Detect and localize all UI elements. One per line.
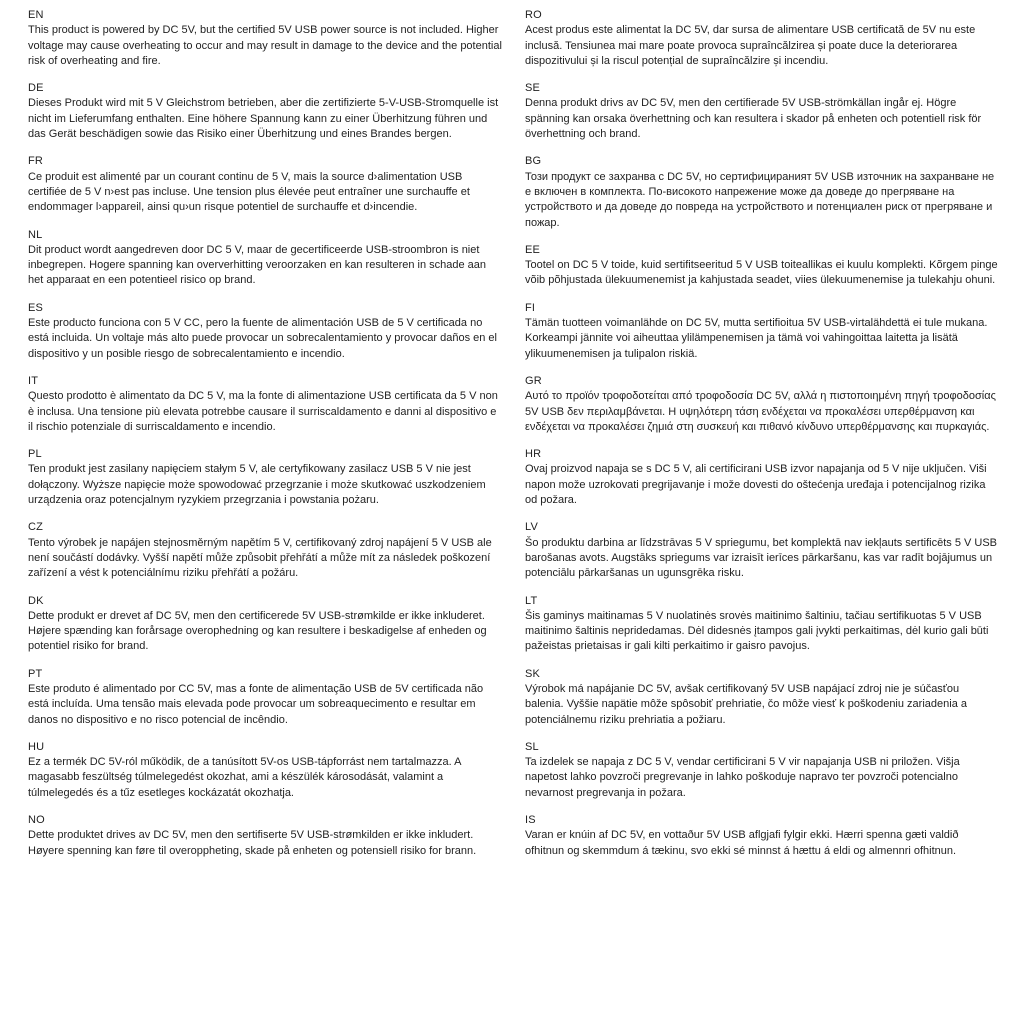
language-code-label: EE [525, 243, 541, 256]
warning-text: Denna produkt drivs av DC 5V, men den certifierade 5V USB-strömkällan ingår ej. Högre spänning kan orsaka överhettning och kan resultera i skador på enheten och potentiell risk för överhettning och brand. [525, 97, 982, 141]
warning-text: Този продукт се захранва с DC 5V, но сертифицираният 5V USB източник на захранване не е включен в комплекта. По-високото напрежение може да доведе до прегряване на устройството и да доведе до повреда на устройството и потенциален риск от прегряване и пожар. [525, 170, 995, 229]
warning-text: Šo produktu darbina ar līdzstrāvas 5 V spriegumu, bet komplektā nav iekļauts sertificēts 5 V USB barošanas avots. Augstāks spriegums var izraisīt ierīces pārkaršanu, kas var radīt bojājumus un potenciālu pārkaršanas un ugunsgrēka risku. [525, 536, 998, 580]
language-section-en [28, 8, 503, 69]
warning-text: Dette produktet drives av DC 5V, men den sertifiserte 5V USB-strømkilden er ikke inkludert. Høyere spenning kan føre til overoppheting, skade på enheten og potensiell risiko for brann. [28, 829, 477, 857]
language-code-label: BG [525, 155, 542, 168]
language-section-ee [525, 243, 1000, 289]
warning-text: Questo prodotto è alimentato da DC 5 V, ma la fonte di alimentazione USB certificata da 5 V non è inclusa. Una tensione più elevata potrebbe causare il surriscaldamento e danni al dispositivo e il rischio potenziale di surriscaldamento e incendio. [28, 390, 498, 433]
warning-text: Tento výrobek je napájen stejnosměrným napětím 5 V, certifikovaný zdroj napájení 5 V USB ale není součástí dodávky. Vyšší napětí může způsobit přehřátí a může mít za následek poškození zařízení a vést k potenciálnímu riziku přehřátí a požáru. [28, 536, 492, 580]
language-code-label: LT [525, 594, 538, 607]
language-section-pl [28, 447, 503, 508]
language-section-fi [525, 301, 1000, 362]
language-code-label: RO [525, 9, 542, 21]
right-column [525, 8, 1000, 1018]
warning-text: Šis gaminys maitinamas 5 V nuolatinės srovės maitinimo šaltiniu, tačiau sertifikuotas 5 V USB maitinimo šaltinis nepridedamas. Dėl didesnės įtampos gali įvykti perkaitimas, dėl kurio gali būti pažeistas prietaisas ir gali kilti perkaitimo ir gaisro pavojus. [525, 609, 989, 653]
warning-text: Tämän tuotteen voimanlähde on DC 5V, mutta sertifioitua 5V USB-virtalähdettä ei tule mukana. Korkeampi jännite voi aiheuttaa ylilämpenemisen ja tämä voi vahingoittaa laitetta ja lisätä ylikuumenemisen ja tulipalon riskiä. [525, 317, 988, 360]
warning-text: Ten produkt jest zasilany napięciem stałym 5 V, ale certyfikowany zasilacz USB 5 V nie jest dołączony. Wyższe napięcie może spowodować przegrzanie i może skutkować uszkodzeniem urządzenia oraz potencjalnym ryzykiem przegrzania i powstania pożaru. [28, 463, 486, 507]
language-section-bg [525, 154, 1000, 230]
warning-text: Varan er knúin af DC 5V, en vottaður 5V USB aflgjafi fylgir ekki. Hærri spenna gæti valdið ofhitnun og skemmdum á tækinu, svo ekki sé minnst á hættu á eldi og almennri ofhitnun. [525, 829, 959, 857]
warning-text: Acest produs este alimentat la DC 5V, dar sursa de alimentare USB certificată de 5V nu este inclusă. Tensiunea mai mare poate provoca supraîncălzirea și poate duce la deteriorarea dispozitivului și la riscul potențial de supraîncălzire și incendiu. [525, 24, 976, 67]
language-section-it [28, 374, 503, 435]
language-section-hu [28, 740, 503, 801]
language-code-label: SL [525, 740, 539, 753]
language-section-de [28, 81, 503, 142]
language-section-lv [525, 520, 1000, 581]
language-section-es [28, 301, 503, 362]
language-code-label: LV [525, 521, 539, 534]
language-section-pt [28, 667, 503, 728]
language-code-label: HU [28, 740, 45, 753]
language-section-gr [525, 374, 1000, 435]
language-section-lt [525, 594, 1000, 655]
language-section-cz [28, 520, 503, 581]
warning-text: Αυτό το προϊόν τροφοδοτείται από τροφοδοσία DC 5V, αλλά η πιστοποιημένη πηγή τροφοδοσίας 5V USB δεν περιλαμβάνεται. Η υψηλότερη τάση ενδέχεται να προκαλέσει υπερθέρμανση και ενδέχεται να προκαλέσει ζημιά στη συσκευή και πιθανό κίνδυνο υπερθέρμανσης και πυρκαγιάς. [525, 390, 996, 433]
language-section-hr [525, 447, 1000, 508]
language-code-label: FR [28, 155, 44, 168]
language-code-label: HR [525, 448, 542, 461]
language-code-label: NL [28, 228, 43, 241]
language-code-label: EN [28, 9, 44, 21]
language-section-nl [28, 228, 503, 289]
language-code-label: GR [525, 374, 542, 387]
language-section-fr [28, 154, 503, 215]
language-code-label: DE [28, 82, 44, 95]
language-section-no [28, 813, 503, 859]
language-code-label: IT [28, 374, 39, 387]
language-code-label: FI [525, 301, 536, 314]
warning-text: Dieses Produkt wird mit 5 V Gleichstrom betrieben, aber die zertifizierte 5-V-USB-Stromquelle ist nicht im Lieferumfang enthalten. Eine höhere Spannung kann zu einer Überhitzung führen und das Gerät beschädigen sowie das Risiko einer Überhitzung und eines Brandes bergen. [28, 97, 499, 141]
language-code-label: IS [525, 814, 536, 827]
warning-text: Tootel on DC 5 V toide, kuid sertifitseeritud 5 V USB toiteallikas ei kuulu komplekti. Kõrgem pinge võib põhjustada ülekuumenemist ja kahjustada seadet, viies ülekuumenemise ja tulekahju ohuni. [525, 259, 998, 287]
warning-text: Ce produit est alimenté par un courant continu de 5 V, mais la source d›alimentation USB certifiée de 5 V n›est pas incluse. Une tension plus élevée peut entraîner une surchauffe et endommager l›appareil, ainsi qu›un risque potentiel de surchauffe et d›incendie. [28, 170, 470, 214]
language-code-label: CZ [28, 521, 44, 534]
warning-text: Dette produkt er drevet af DC 5V, men den certificerede 5V USB-strømkilde er ikke inkluderet. Højere spænding kan forårsage overophedning og kan resultere i beskadigelse af enheden og potentiel risiko for brand. [28, 609, 487, 653]
warning-text: Este produto é alimentado por CC 5V, mas a fonte de alimentação USB de 5V certificada não está incluída. Uma tensão mais elevada pode provocar um sobreaquecimento e resultar em danos no dispositivo e no risco potencial de incêndio. [28, 682, 484, 726]
warning-text: Ovaj proizvod napaja se s DC 5 V, ali certificirani USB izvor napajanja od 5 V nije uključen. Viši napon može uzrokovati pregrijavanje i može dovesti do oštećenja uređaja i potencijalnog rizika od požara. [525, 463, 987, 507]
language-section-se [525, 81, 1000, 142]
language-section-sk [525, 667, 1000, 728]
warning-text: Ta izdelek se napaja z DC 5 V, vendar certificirani 5 V vir napajanja USB ni priložen. Višja napetost lahko povzroči pregrevanje in lahko poškoduje napravo ter povzroči potencialno nevarnost pregrevanja in požara. [525, 756, 960, 799]
language-code-label: SK [525, 667, 541, 680]
language-section-ro [525, 8, 1000, 69]
warning-text: Este producto funciona con 5 V CC, pero la fuente de alimentación USB de 5 V certificada no está incluida. Un voltaje más alto puede provocar un sobrecalentamiento y provocar daños en el dispositivo y un posible riesgo de sobrecalentamiento e incendio. [28, 317, 497, 360]
language-section-is [525, 813, 1000, 859]
language-code-label: PL [28, 448, 42, 461]
warning-text: Výrobok má napájanie DC 5V, avšak certifikovaný 5V USB napájací zdroj nie je súčasťou balenia. Vyššie napätie môže spôsobiť prehriatie, čo môže viesť k poškodeniu zariadenia a potenciálnemu riziku prehriatia a požiaru. [525, 682, 967, 726]
language-code-label: ES [28, 301, 44, 314]
warning-text: This product is powered by DC 5V, but the certified 5V USB power source is not included. Higher voltage may cause overheating to occur and may result in damage to the device and the potential risk of overheating and fire. [28, 24, 502, 67]
left-column [28, 8, 503, 1018]
language-code-label: PT [28, 667, 43, 680]
language-code-label: NO [28, 814, 45, 827]
language-code-label: SE [525, 82, 541, 95]
language-section-dk [28, 594, 503, 655]
language-code-label: DK [28, 594, 44, 607]
warning-text: Ez a termék DC 5V-ról működik, de a tanúsított 5V-os USB-tápforrást nem tartalmazza. A magasabb feszültség túlmelegedést okozhat, ami a készülék károsodását, valamint a túlmelegedés és a tűz esetleges kockázatát okozhatja. [28, 756, 461, 799]
language-section-sl [525, 740, 1000, 801]
warning-text: Dit product wordt aangedreven door DC 5 V, maar de gecertificeerde USB-stroombron is niet inbegrepen. Hogere spanning kan oververhitting veroorzaken en kan resulteren in schade aan het apparaat en een potentieel risico op brand. [28, 243, 487, 287]
